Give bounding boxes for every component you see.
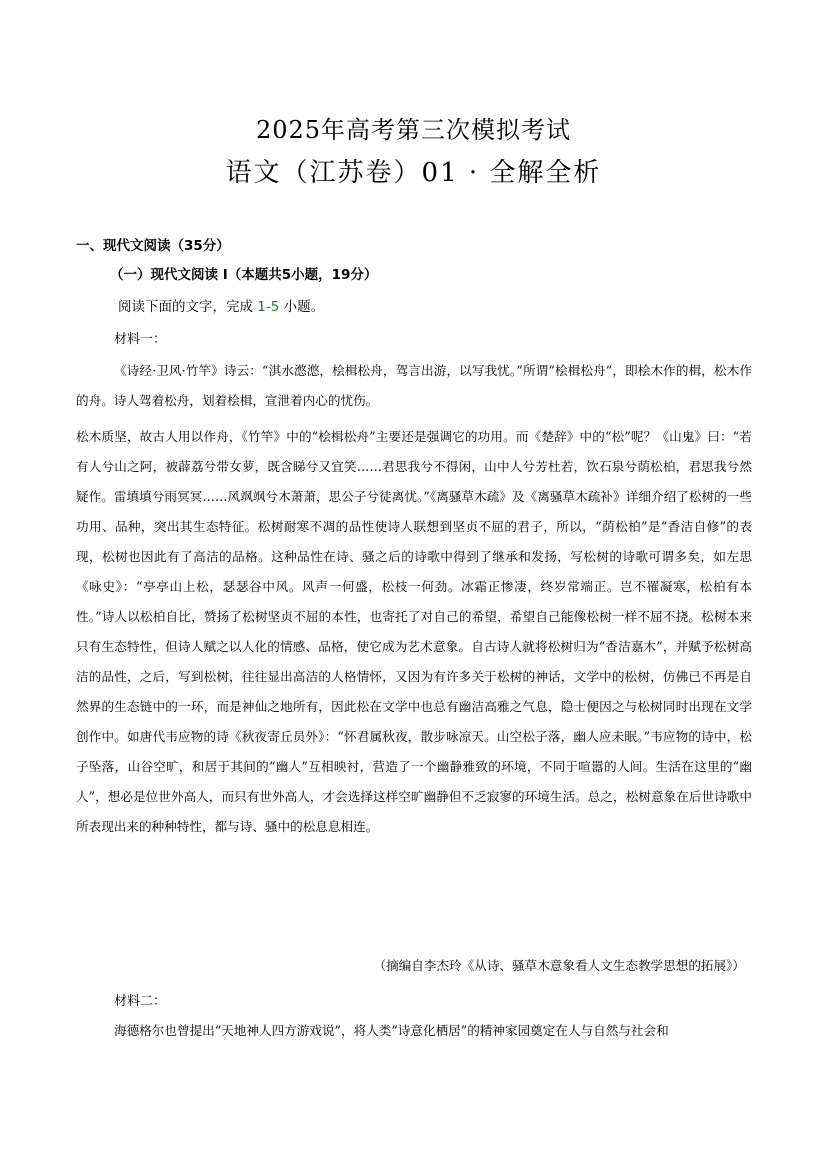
material-one-paragraph-2: 松木质坚，故古人用以作舟，《竹竿》中的“桧楫松舟”主要还是强调它的功用。而《楚辞》中的“松”呢？《山鬼》曰：“若有人兮山之阿，被薜荔兮带女萝，既含睇兮又宜笑……君思我兮不得闲，山中人兮芳杜若，饮石泉兮荫松柏，君思我兮然疑作。雷填填兮雨冥冥……风飒飒兮木萧萧，思公子兮徒离忧。”《离骚草木疏》及《离骚草木疏补》详细介绍了松树的一些功用、品种，突出其生态特征。松树耐寒不凋的品性使诗人联想到坚贞不屈的君子，所以，“荫松柏”是“香洁自修”的表现，松树也因此有了高洁的品格。这种品性在诗、骚之后的诗歌中得到了继承和发扬，写松树的诗歌可谓多矣，如左思《咏史》：“亭亭山上松，瑟瑟谷中风。风声一何盛，松枝一何劲。冰霜正惨凄，终岁常端正。岂不罹凝寒，松柏有本性。”诗人以松柏自比，赞扬了松树坚贞不屈的本性，也寄托了对自己的希望，希望自己能像松树一样不屈不挠。松树本来只有生态特性，但诗人赋之以人化的情感、品格，使它成为艺术意象。自古诗人就将松树归为“香洁嘉木”，并赋予松树高洁的品性，之后，写到松树，往往显出高洁的人格情怀，又因为有许多关于松树的神话，文学中的松树，仿佛已不再是自然界的生态链中的一环，而是神仙之地所有，因此松在文学中也总有幽洁高雅之气息，隐士便因之与松树同时出现在文学创作中。如唐代韦应物的诗《秋夜寄丘员外》：“怀君属秋夜，散步咏凉天。山空松子落，幽人应未眠。”韦应物的诗中，松子坠落，山谷空旷，和居于其间的“幽人”互相映衬，营造了一个幽静雅致的环境，不同于喧嚣的人间。生活在这里的“幽人”，想必是位世外高人，而只有世外高人，才会选择这样空旷幽静但不乏寂寥的环境生活。总之，松树意象在后世诗歌中所表现出来的种种特性，都与诗、骚中的松息息相连。 <box>76 429 752 834</box>
subsection-heading: （一）现代文阅读 I（本题共5小题，19分） <box>110 267 378 283</box>
instruction-text-after: 小题。 <box>283 299 325 315</box>
exam-subtitle: 语文（江苏卷）01 · 全解全析 <box>225 158 602 188</box>
reading-instruction <box>118 295 324 315</box>
exam-title: 2025年高考第三次模拟考试 <box>255 116 572 144</box>
material-one-source: （摘编自李杰玲《从诗、骚草木意象看人文生态教学思想的拓展》） <box>373 958 745 973</box>
material-two-label: 材料二： <box>114 994 167 1009</box>
material-two-paragraph-1: 海德格尔也曾提出“天地神人四方游戏说”，将人类“诗意化栖居”的精神家园奠定在人与自然与社会和 <box>114 1023 669 1038</box>
material-one-label: 材料一： <box>114 332 167 347</box>
section-heading: 一、现代文阅读（35分） <box>76 238 230 254</box>
instruction-text-before: 阅读下面的文字，完成 <box>118 299 253 315</box>
material-one-paragraph-1: 《诗经·卫风·竹竿》诗云：“淇水滺滺，桧楫松舟，驾言出游，以写我忧。”所谓“桧楫松舟”，即桧木作的楫，松木作的舟。诗人驾着松舟，划着桧楫，宣泄着内心的忧伤。 <box>76 363 752 408</box>
question-range: 1-5 <box>257 299 280 315</box>
